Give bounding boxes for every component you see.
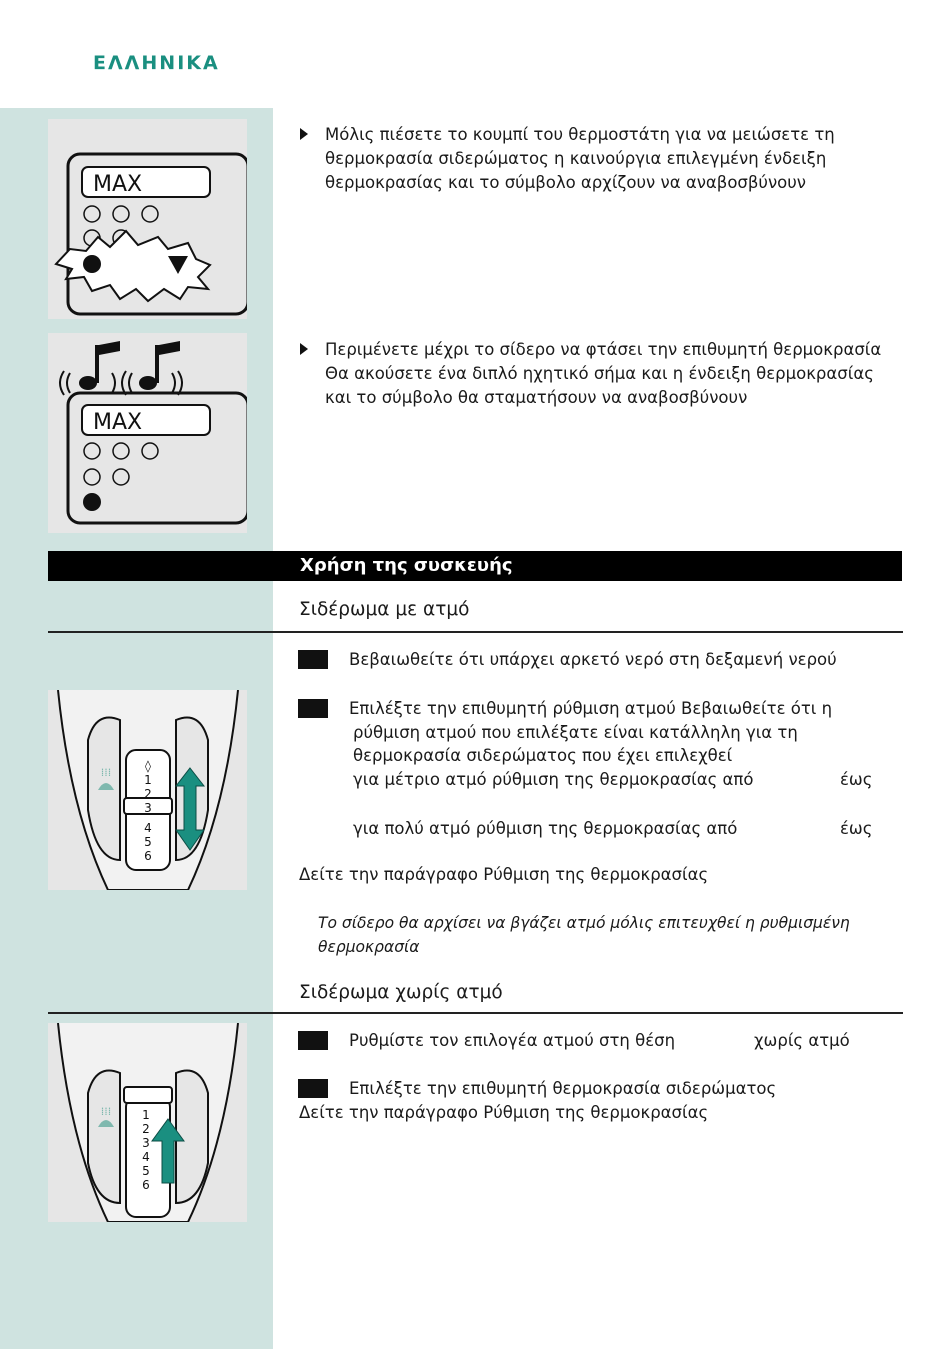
max-display-label: MAX bbox=[93, 172, 143, 197]
music-note-icon bbox=[122, 341, 182, 395]
dial-mark: 6 bbox=[144, 849, 152, 863]
language-header: ΕΛΛΗΝΙΚΑ bbox=[93, 52, 220, 74]
dial-mark: 2 bbox=[142, 1122, 150, 1136]
steam-step2-line1: Επιλέξτε την επιθυμητή ρύθμιση ατμού Βεβαιωθείτε ότι η bbox=[349, 699, 833, 718]
status-dot-icon bbox=[83, 255, 101, 273]
max-display-label: MAX bbox=[93, 410, 143, 435]
dial-mark: 4 bbox=[142, 1150, 150, 1164]
bullet-icon bbox=[300, 128, 308, 140]
music-note-icon bbox=[60, 341, 120, 395]
dial-mark: 4 bbox=[144, 821, 152, 835]
thermostat-panel-illustration bbox=[48, 119, 247, 319]
divider-line bbox=[48, 631, 903, 633]
step-marker bbox=[298, 1079, 328, 1098]
dial-mark: ◊ bbox=[145, 759, 151, 773]
steam-step1: Βεβαιωθείτε ότι υπάρχει αρκετό νερό στη δεξαμενή νερού bbox=[349, 650, 837, 669]
steam-step2-line2: ρύθμιση ατμού που επιλέξατε είναι κατάλληλη για τη bbox=[353, 723, 798, 742]
note-line1: Το σίδερο θα αρχίσει να βγάζει ατμό μόλις επιτευχθεί η ρυθμισμένη bbox=[318, 914, 850, 932]
dry-step2: Επιλέξτε την επιθυμητή θερμοκρασία σιδερώματος bbox=[349, 1079, 777, 1098]
step-marker bbox=[298, 1031, 328, 1050]
dry-step1-text: Ρυθμίστε τον επιλογέα ατμού στη θέση bbox=[349, 1031, 676, 1050]
note-line2: θερμοκρασία bbox=[318, 938, 420, 956]
steam-dial-illustration bbox=[48, 690, 247, 890]
steam-ironing-heading: Σιδέρωμα με ατμό bbox=[299, 599, 470, 620]
paragraph-wait-temperature: Περιμένετε μέχρι το σίδερο να φτάσει την επιθυμητή θερμοκρασία Θα ακούσετε ένα διπλό ηχητικό σήμα και η ένδειξη θερμοκρασίας και το σύμβολο θα σταματήσουν να αναβοσβύνουν bbox=[325, 340, 882, 407]
dial-mark: 2 bbox=[144, 787, 152, 801]
step-marker bbox=[298, 650, 328, 669]
paragraph-thermostat-down: Μόλις πιέσετε το κουμπί του θερμοστάτη για να μειώσετε τη θερμοκρασία σιδερώματος η καινούργια επιλεγμένη ένδειξη θερμοκρασίας και το σύμβολο αρχίζουν να αναβοσβύνουν bbox=[325, 125, 835, 192]
dry-step1-no-steam: χωρίς ατμό bbox=[754, 1031, 850, 1050]
moderate-steam-text: για μέτριο ατμό ρύθμιση της θερμοκρασίας από bbox=[353, 770, 754, 789]
dial-mark: 3 bbox=[142, 1136, 150, 1150]
steam-step2-line3: θερμοκρασία σιδερώματος που έχει επιλεχθεί bbox=[353, 746, 733, 765]
bullet-icon bbox=[300, 343, 308, 355]
dial-mark: 6 bbox=[142, 1178, 150, 1192]
beep-panel-illustration bbox=[48, 333, 247, 533]
dry-see-paragraph: Δείτε την παράγραφο Ρύθμιση της θερμοκρασίας bbox=[299, 1103, 709, 1122]
high-steam-to: έως bbox=[840, 819, 873, 838]
svg-text:⁞⁞⁞: ⁞⁞⁞ bbox=[100, 1105, 112, 1118]
section-title: Χρήση της συσκευής bbox=[300, 555, 513, 576]
see-paragraph-temperature: Δείτε την παράγραφο Ρύθμιση της θερμοκρασίας bbox=[299, 865, 709, 884]
dial-mark: 1 bbox=[144, 773, 152, 787]
step-marker bbox=[298, 699, 328, 718]
svg-text:⁞⁞⁞: ⁞⁞⁞ bbox=[100, 766, 112, 779]
divider-line bbox=[48, 1012, 903, 1014]
moderate-steam-to: έως bbox=[840, 770, 873, 789]
dry-ironing-heading: Σιδέρωμα χωρίς ατμό bbox=[299, 982, 503, 1003]
high-steam-text: για πολύ ατμό ρύθμιση της θερμοκρασίας από bbox=[353, 819, 738, 838]
dial-mark: 5 bbox=[144, 835, 152, 849]
dry-dial-illustration bbox=[48, 1023, 247, 1222]
dial-mark: 1 bbox=[142, 1108, 150, 1122]
dial-mark: 5 bbox=[142, 1164, 150, 1178]
dial-mark: 3 bbox=[144, 801, 152, 815]
